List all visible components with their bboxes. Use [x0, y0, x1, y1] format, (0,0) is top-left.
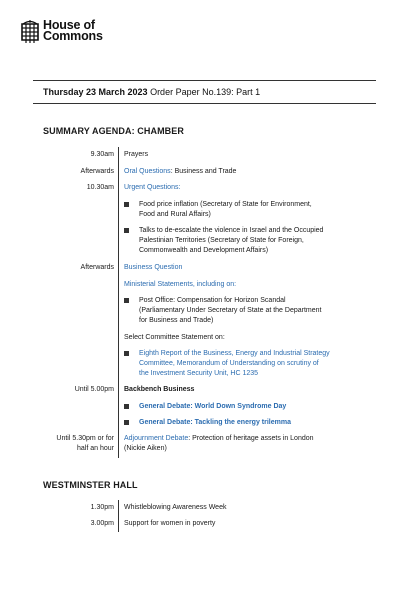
sc1-line-2[interactable]: Committee, Memorandum of Understanding on scrutiny of — [139, 360, 319, 367]
bullet-square-icon — [124, 351, 129, 356]
ms1-line-1: Post Office: Compensation for Horizon Scandal — [139, 297, 286, 304]
general-debate-item — [124, 402, 364, 412]
urgent-question-item — [124, 200, 364, 220]
chamber-section-title: SUMMARY AGENDA: CHAMBER — [43, 126, 184, 136]
westminster-item: Whistleblowing Awareness Week — [124, 504, 227, 511]
uq2-line-2: Palestinian Territories (Secretary of State for Foreign, — [139, 237, 304, 244]
uq1-line-1: Food price inflation (Secretary of State for Environment, — [139, 201, 312, 208]
general-debate-item — [124, 418, 364, 428]
heading-rest: Order Paper No.139: Part 1 — [147, 87, 261, 97]
chamber-timeline-rule — [118, 147, 119, 458]
ms1-line-2: (Parliamentary Under Secretary of State at the Department — [139, 307, 322, 314]
sc1-line-3[interactable]: the Investment Security Unit, HC 1235 — [139, 370, 259, 377]
time-label: Afterwards — [80, 168, 114, 175]
select-committee-item — [124, 349, 364, 379]
oral-questions-detail: : Business and Trade — [170, 168, 237, 175]
time-label: 1.30pm — [90, 504, 114, 511]
adjournment-detail: : Protection of heritage assets in London — [188, 435, 314, 442]
time-label: Until 5.00pm — [74, 386, 114, 393]
house-of-commons-logo — [20, 20, 103, 44]
urgent-question-item — [124, 226, 364, 256]
westminster-hall-title: WESTMINSTER HALL — [43, 480, 138, 490]
adjournment-debate-link[interactable]: Adjournment Debate — [124, 435, 189, 442]
ms1-line-3: for Business and Trade) — [139, 317, 214, 324]
adjournment-member: (Nickie Aiken) — [124, 445, 167, 452]
heading-date: Thursday 23 March 2023 — [43, 87, 148, 97]
westminster-item: Support for women in poverty — [124, 520, 216, 527]
prayers-item: Prayers — [124, 151, 149, 158]
sc1-line-1[interactable]: Eighth Report of the Business, Energy and Industrial Strategy — [139, 350, 330, 357]
ministerial-statements-link[interactable]: Ministerial Statements, including on: — [124, 281, 237, 288]
bullet-square-icon — [124, 420, 129, 425]
order-paper-heading — [43, 87, 260, 97]
oral-questions-item — [124, 167, 236, 177]
time-label: 9.30am — [90, 151, 114, 158]
general-debate-link[interactable]: General Debate: Tackling the energy trilemma — [139, 419, 291, 426]
header-top-rule — [33, 80, 376, 81]
time-label: 3.00pm — [90, 520, 114, 527]
uq2-line-3: Commonwealth and Development Affairs) — [139, 247, 269, 254]
general-debate-link[interactable]: General Debate: World Down Syndrome Day — [139, 403, 287, 410]
select-committee-heading: Select Committee Statement on: — [124, 334, 225, 341]
portcullis-icon — [20, 20, 40, 44]
time-label: Afterwards — [80, 264, 114, 271]
bullet-square-icon — [124, 404, 129, 409]
westminster-timeline-rule — [118, 500, 119, 532]
backbench-business-heading: Backbench Business — [124, 386, 195, 393]
business-question-link[interactable]: Business Question — [124, 264, 183, 271]
uq2-line-1: Talks to de-escalate the violence in Israel and the Occupied — [139, 227, 324, 234]
ministerial-statement-item — [124, 296, 364, 326]
logo-line-1: House of — [43, 18, 95, 32]
uq1-line-2: Food and Rural Affairs) — [139, 211, 211, 218]
oral-questions-link[interactable]: Oral Questions — [124, 168, 171, 175]
bullet-square-icon — [124, 202, 129, 207]
header-bottom-rule — [33, 103, 376, 104]
time-label: 10.30am — [86, 184, 114, 191]
urgent-questions-link[interactable]: Urgent Questions: — [124, 184, 181, 191]
adjournment-item — [124, 434, 314, 454]
logo-line-2: Commons — [43, 29, 103, 43]
time-line-2: half an hour — [77, 445, 114, 452]
time-line-1: Until 5.30pm or for — [56, 435, 114, 442]
time-label — [56, 434, 114, 454]
bullet-square-icon — [124, 298, 129, 303]
bullet-square-icon — [124, 228, 129, 233]
